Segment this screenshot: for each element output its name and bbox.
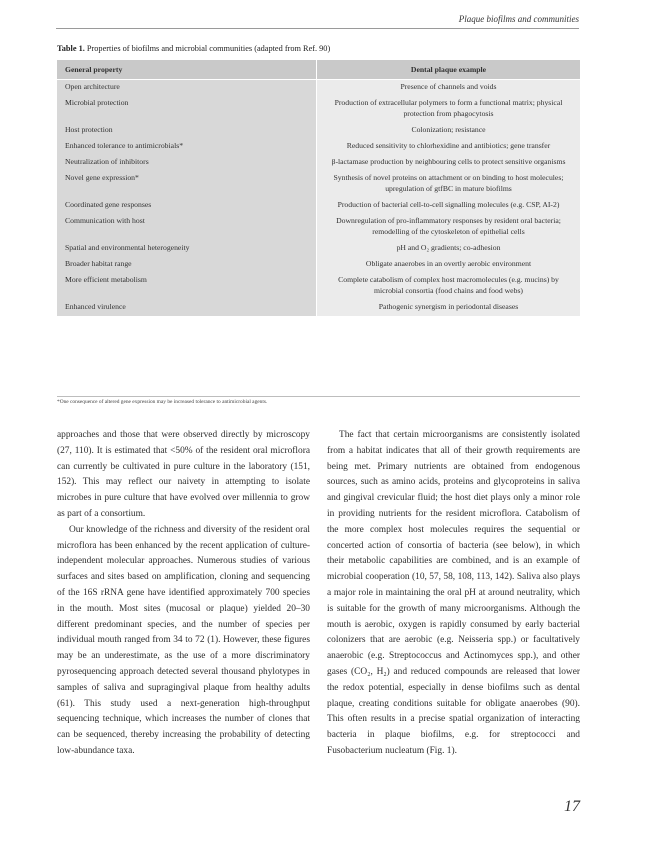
general-property-cell: Neutralization of inhibitors — [57, 155, 317, 171]
general-property-cell: Novel gene expression* — [57, 171, 317, 198]
table-footnote: *One consequence of altered gene expression may be increased tolerance to antimicrobial agents. — [57, 396, 580, 405]
table-row — [57, 96, 580, 123]
right-column — [327, 428, 580, 760]
general-property-cell: Coordinated gene responses — [57, 198, 317, 214]
table-row — [57, 155, 580, 171]
general-property-cell: Microbial protection — [57, 96, 317, 123]
table-row — [57, 214, 580, 241]
table-row — [57, 171, 580, 198]
body-paragraph: approaches and those that were observed directly by microscopy (27, 110). It is estimated that <50% of the resident oral microflora can currently be cultivated in pure culture in the laboratory (151, 152). This may reflect our naivety in attempting to isolate microbes in pure culture that have evolved over millennia to grow as part of a consortium. — [57, 430, 310, 519]
table-row — [57, 300, 580, 316]
general-property-cell: Communication with host — [57, 214, 317, 241]
general-property-cell: Enhanced virulence — [57, 300, 317, 316]
table-row — [57, 198, 580, 214]
dental-plaque-cell: Pathogenic synergism in periodontal diseases — [317, 300, 581, 316]
dental-plaque-cell: Colonization; resistance — [317, 123, 581, 139]
dental-plaque-cell: Complete catabolism of complex host macromolecules (e.g. mucins) by microbial consortia (food chains and food webs) — [317, 273, 581, 300]
header-general-property: General property — [57, 60, 317, 80]
dental-plaque-cell: Reduced sensitivity to chlorhexidine and antibiotics; gene transfer — [317, 139, 581, 155]
header-dental-plaque-example: Dental plaque example — [317, 60, 581, 80]
table-row — [57, 139, 580, 155]
body-paragraph: The fact that certain microorganisms are consistently isolated from a habitat indicates that all of their growth requirements are being met. Primary nutrients are obtained from endogenous sources, such as amino acids, proteins and glycoproteins in saliva and gingival crevicular fluid; the host diet plays only a minor role in providing nutrients for the resident microflora. Catabolism of the more complex host molecules requires the sequential or concerted action of consortia of bacteria (see below), in which their metabolic capabilities are combined, and is an example of microbial cooperation (10, 57, 58, 108, 113, 142). Saliva also plays a major role in maintaining the oral pH at around neutrality, which is suitable for the growth of many microorganisms. Although the mouth is aerobic, oxygen is rapidly consumed by early bacterial colonizers that are aerobic (e.g. Neisseria spp.) or facultatively anaerobic (e.g. Streptococcus and Actinomyces spp.), and other gases (CO₂, H₂) and reduced compounds are released that lower the redox potential, especially in dense biofilms such as dental plaque, creating conditions suitable for obligate anaerobes (90). This often results in a precise spatial organization of interacting bacteria in plaque biofilms, e.g. for streptococci and Fusobacterium nucleatum (Fig. 1). — [327, 430, 580, 756]
properties-table — [57, 60, 580, 316]
general-property-cell: More efficient metabolism — [57, 273, 317, 300]
dental-plaque-cell: Presence of channels and voids — [317, 80, 581, 97]
header-rule — [56, 28, 579, 29]
general-property-cell: Broader habitat range — [57, 257, 317, 273]
general-property-cell: Open architecture — [57, 80, 317, 97]
table-row — [57, 241, 580, 257]
dental-plaque-cell: β-lactamase production by neighbouring cells to protect sensitive organisms — [317, 155, 581, 171]
dental-plaque-cell: Production of bacterial cell-to-cell signalling molecules (e.g. CSP, AI-2) — [317, 198, 581, 214]
table-caption-text: Properties of biofilms and microbial communities (adapted from Ref. 90) — [86, 44, 331, 53]
table-row — [57, 257, 580, 273]
running-head: Plaque biofilms and communities — [458, 14, 579, 24]
general-property-cell: Spatial and environmental heterogeneity — [57, 241, 317, 257]
dental-plaque-cell: pH and O₂ gradients; co-adhesion — [317, 241, 581, 257]
table-row — [57, 80, 580, 97]
dental-plaque-cell: Downregulation of pro-inflammatory responses by resident oral bacteria; remodelling of the cytoskeleton of epithelial cells — [317, 214, 581, 241]
table-label: Table 1. — [57, 44, 85, 53]
dental-plaque-cell: Synthesis of novel proteins on attachment or on binding to host molecules; upregulation of gtfBC in mature biofilms — [317, 171, 581, 198]
dental-plaque-cell: Production of extracellular polymers to form a functional matrix; physical protection from phagocytosis — [317, 96, 581, 123]
body-paragraph: Our knowledge of the richness and diversity of the resident oral microflora has been enhanced by the recent application of culture-independent molecular approaches. Numerous studies of various surfaces and sites based on amplification, cloning and sequencing of the 16S rRNA gene have identified approximately 700 species in the mouth. Most sites (mucosal or plaque) yielded 20–30 different predominant species, and the number of species per individual mouth ranged from 34 to 72 (1). However, these figures may be an underestimate, as the use of a more discriminatory pyrosequencing approach detected several thousand phylotypes in samples of saliva and supragingival plaque from healthy adults (61). This study used a next-generation high-throughput sequencing technique, which increases the number of clones that can be sequenced, thereby increasing the probability of detecting low-abundance taxa. — [57, 524, 310, 756]
general-property-cell: Host protection — [57, 123, 317, 139]
table-row — [57, 123, 580, 139]
table-row — [57, 273, 580, 300]
table-caption — [57, 44, 580, 53]
dental-plaque-cell: Obligate anaerobes in an overtly aerobic environment — [317, 257, 581, 273]
page-number: 17 — [564, 798, 580, 815]
table-header-row — [57, 60, 580, 80]
left-column — [57, 428, 310, 760]
general-property-cell: Enhanced tolerance to antimicrobials* — [57, 139, 317, 155]
